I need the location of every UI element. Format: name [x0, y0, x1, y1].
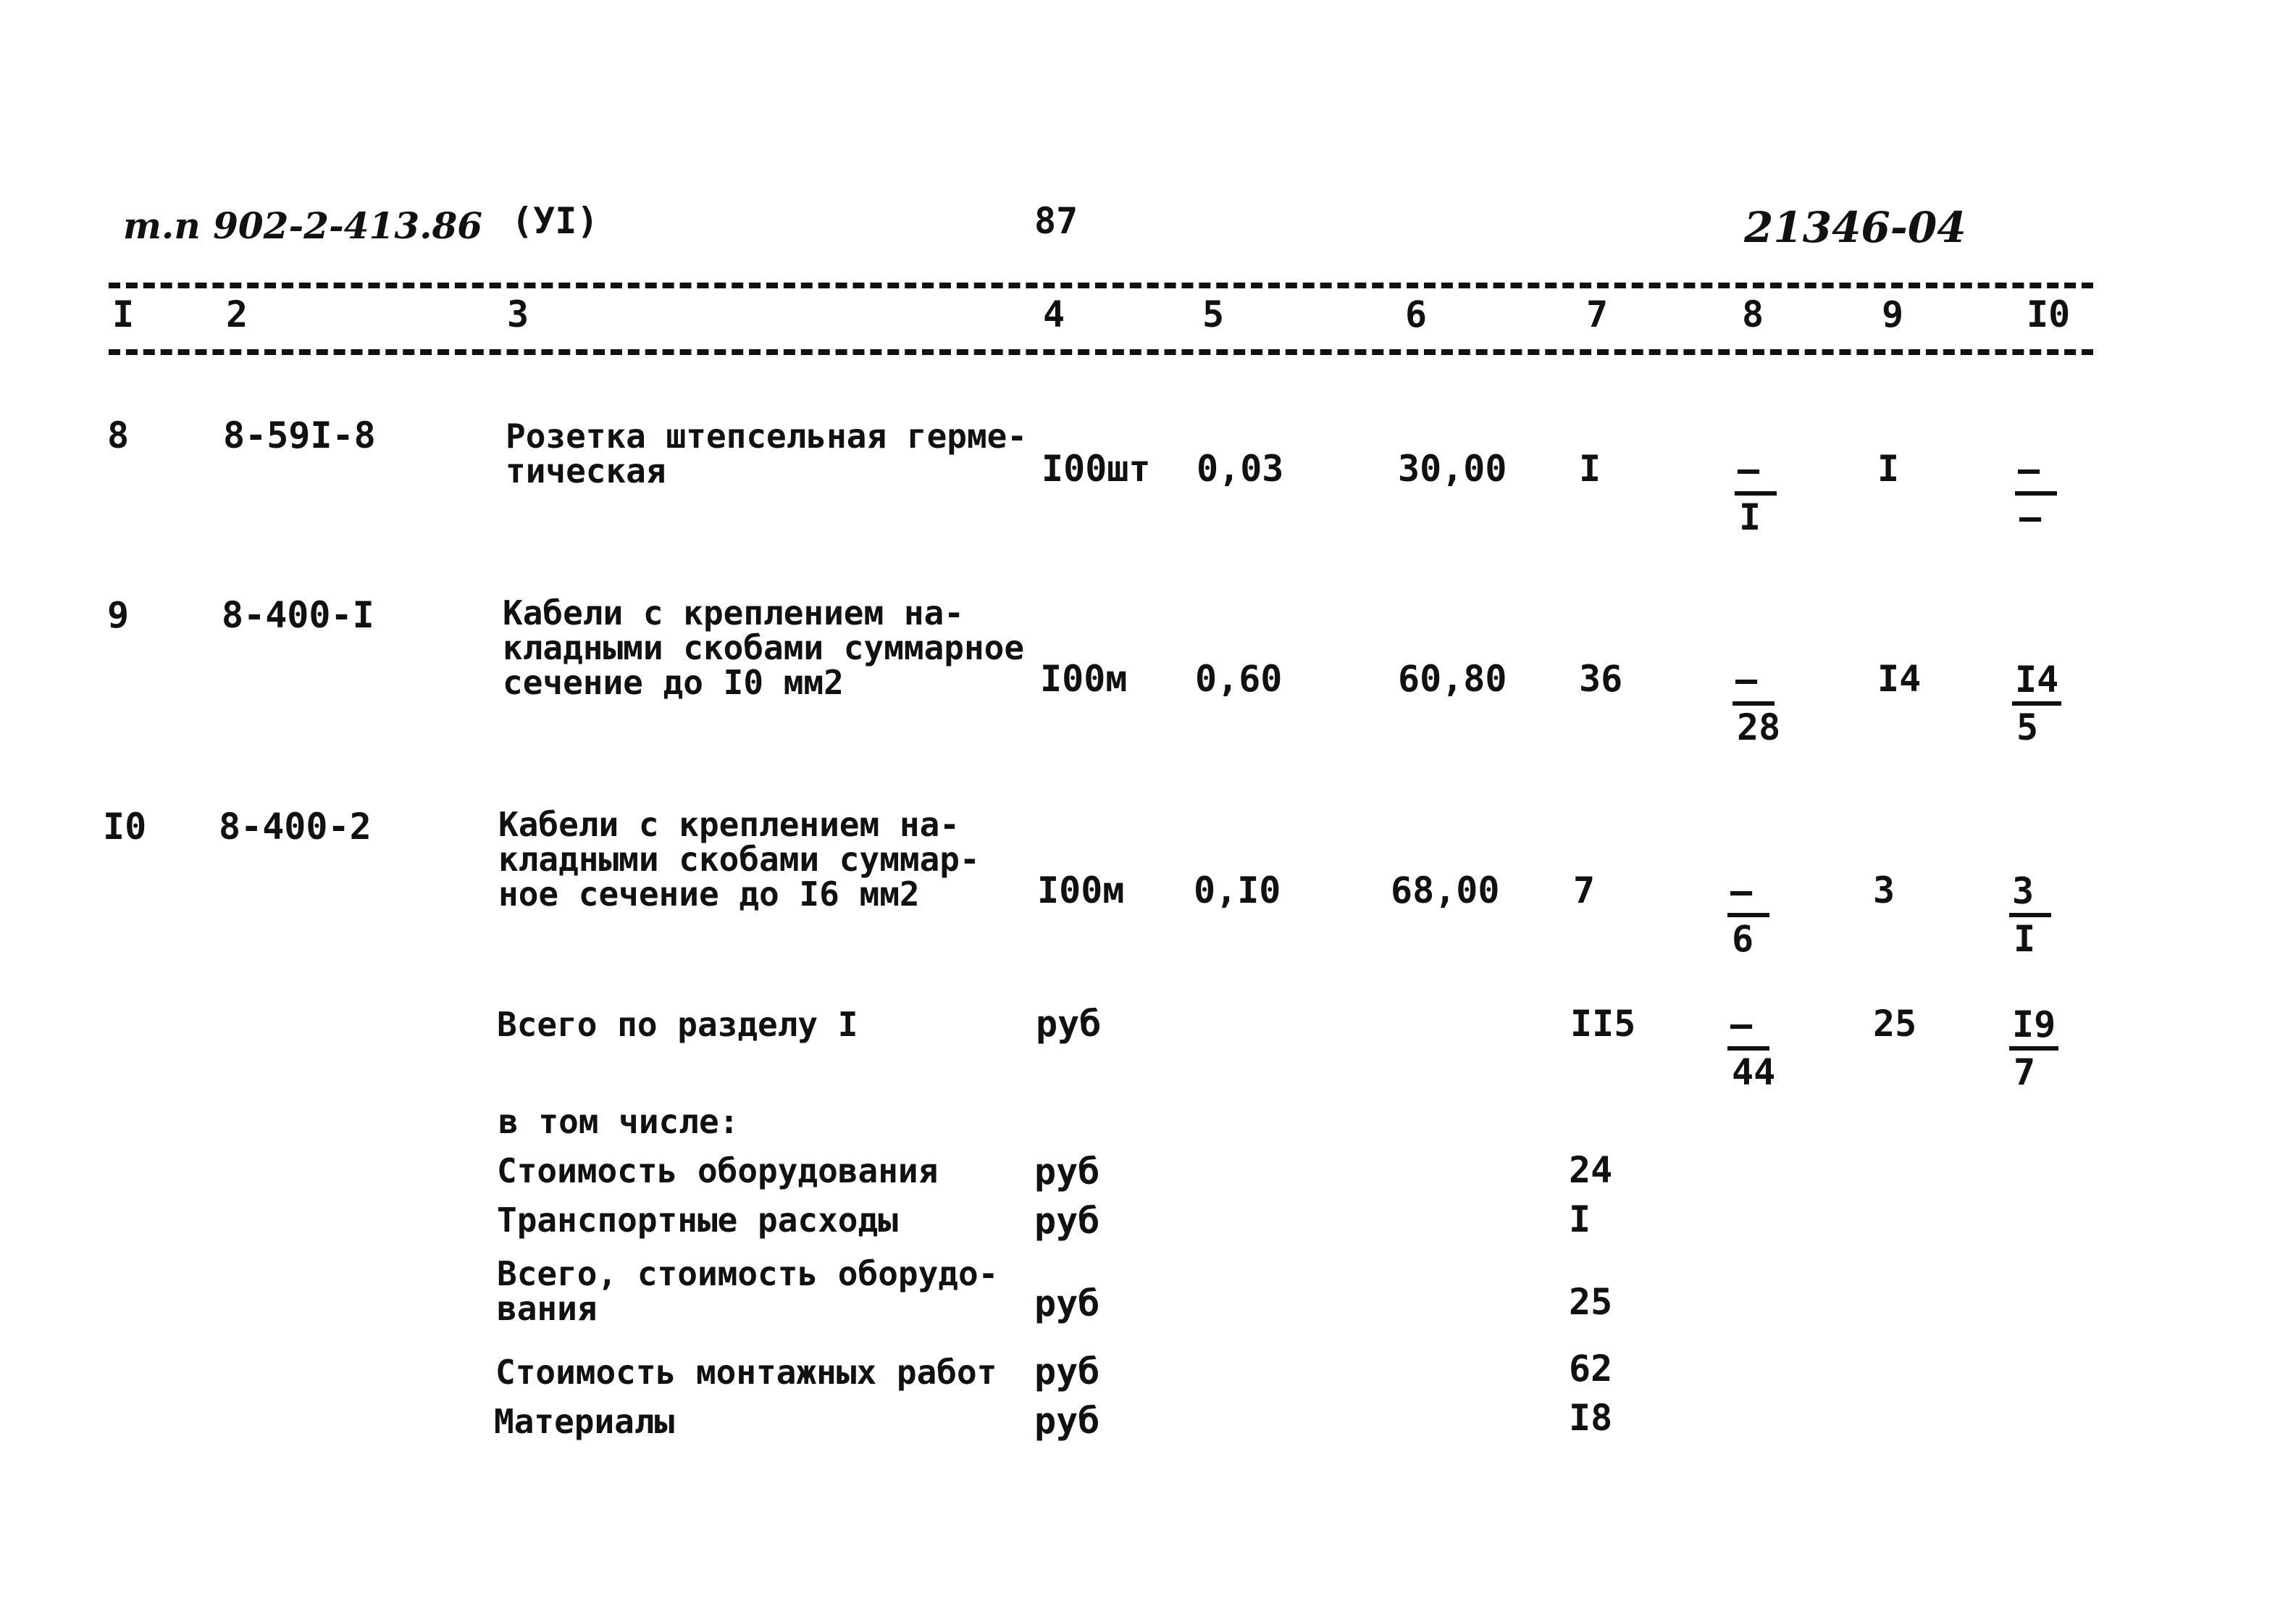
- column-8-fraction: [1733, 658, 1780, 749]
- item-code: 8-59I-8: [223, 414, 376, 456]
- column-header: 5: [1202, 293, 1225, 335]
- row-number: 9: [107, 594, 130, 636]
- summary-label: Материалы: [494, 1402, 675, 1441]
- column-9-value: 3: [1873, 869, 1895, 911]
- summary-label: Всего, стоимость оборудо- вания: [497, 1254, 999, 1328]
- fraction-bottom: –: [2019, 496, 2042, 538]
- item-price: 30,00: [1398, 448, 1507, 490]
- fraction-top: I9: [2009, 1003, 2058, 1051]
- header-top-rule: [109, 283, 2093, 288]
- fraction-top: –: [1735, 448, 1777, 496]
- total-column-8-fraction: [1727, 1003, 1775, 1094]
- summary-value: 62: [1569, 1348, 1613, 1390]
- total-column-7: II5: [1570, 1003, 1636, 1045]
- document-code: т.п 902-2-413.86: [123, 204, 483, 247]
- fraction-top: –: [2015, 448, 2057, 496]
- item-name: Кабели с креплением на- кладными скобами суммар- ное сечение до I6 мм2: [498, 805, 980, 914]
- item-quantity: 0,60: [1195, 658, 1283, 700]
- column-9-value: I: [1877, 448, 1900, 490]
- row-number: I0: [103, 806, 147, 848]
- summary-label: Транспортные расходы: [497, 1201, 898, 1240]
- column-header: 2: [226, 293, 248, 335]
- summary-value: 25: [1569, 1281, 1613, 1323]
- column-10-fraction: [2012, 658, 2061, 749]
- column-header: I: [112, 293, 135, 335]
- column-header: 9: [1882, 293, 1904, 335]
- summary-unit: руб: [1034, 1350, 1100, 1393]
- column-header: 4: [1043, 293, 1065, 335]
- column-9-value: I4: [1877, 658, 1922, 700]
- column-8-fraction: [1727, 869, 1769, 961]
- including-label: в том числе:: [498, 1102, 740, 1141]
- fraction-bottom: I: [2014, 918, 2036, 960]
- summary-unit: руб: [1034, 1282, 1100, 1324]
- summary-unit: руб: [1034, 1151, 1100, 1193]
- item-unit: I00м: [1040, 658, 1128, 700]
- item-name: Розетка штепсельная герме- тическая: [506, 417, 1028, 490]
- column-8-fraction: [1735, 448, 1777, 539]
- column-header: I0: [2027, 293, 2071, 335]
- column-header: 7: [1586, 293, 1609, 335]
- item-code: 8-400-2: [219, 806, 372, 848]
- column-header: 3: [507, 293, 529, 335]
- header-bottom-rule: [109, 349, 2093, 355]
- item-unit: I00м: [1037, 869, 1125, 911]
- fraction-bottom: 5: [2016, 706, 2039, 748]
- fraction-bottom: 6: [1732, 918, 1754, 960]
- fraction-bottom: 7: [2014, 1051, 2036, 1093]
- column-10-fraction: [2009, 869, 2051, 961]
- archive-number: 21346-04: [1744, 203, 1966, 252]
- summary-value: 24: [1569, 1149, 1613, 1191]
- column-7-value: 7: [1573, 869, 1596, 911]
- total-label: Всего по разделу I: [497, 1005, 858, 1044]
- summary-label: Стоимость монтажных работ: [495, 1353, 997, 1392]
- column-10-fraction: [2015, 448, 2057, 539]
- fraction-bottom: I: [1739, 496, 1761, 538]
- summary-unit: руб: [1034, 1400, 1100, 1442]
- total-unit: руб: [1036, 1003, 1102, 1045]
- item-code: 8-400-I: [222, 594, 374, 636]
- fraction-top: –: [1733, 658, 1775, 706]
- fraction-top: 3: [2009, 869, 2051, 917]
- item-name: Кабели с креплением на- кладными скобами суммарное сечение до I0 мм2: [503, 593, 1025, 702]
- item-unit: I00шт: [1042, 448, 1151, 490]
- column-7-value: I: [1579, 448, 1601, 490]
- summary-value: I8: [1569, 1397, 1613, 1439]
- item-quantity: 0,I0: [1194, 869, 1281, 911]
- fraction-bottom: 28: [1737, 706, 1781, 748]
- summary-unit: руб: [1034, 1200, 1100, 1242]
- row-number: 8: [107, 414, 130, 456]
- item-price: 68,00: [1391, 869, 1500, 911]
- column-7-value: 36: [1579, 658, 1623, 700]
- summary-value: I: [1569, 1198, 1591, 1240]
- item-quantity: 0,03: [1197, 448, 1284, 490]
- fraction-top: –: [1727, 869, 1769, 917]
- section-label: (УI): [511, 200, 599, 242]
- item-price: 60,80: [1398, 658, 1507, 700]
- fraction-top: –: [1727, 1003, 1769, 1051]
- summary-label: Стоимость оборудования: [497, 1151, 939, 1190]
- total-column-9: 25: [1873, 1003, 1917, 1045]
- total-column-10-fraction: [2009, 1003, 2058, 1094]
- page-number: 87: [1034, 200, 1078, 242]
- column-header: 8: [1742, 293, 1764, 335]
- fraction-bottom: 44: [1732, 1051, 1776, 1093]
- fraction-top: I4: [2012, 658, 2061, 706]
- column-header: 6: [1405, 293, 1428, 335]
